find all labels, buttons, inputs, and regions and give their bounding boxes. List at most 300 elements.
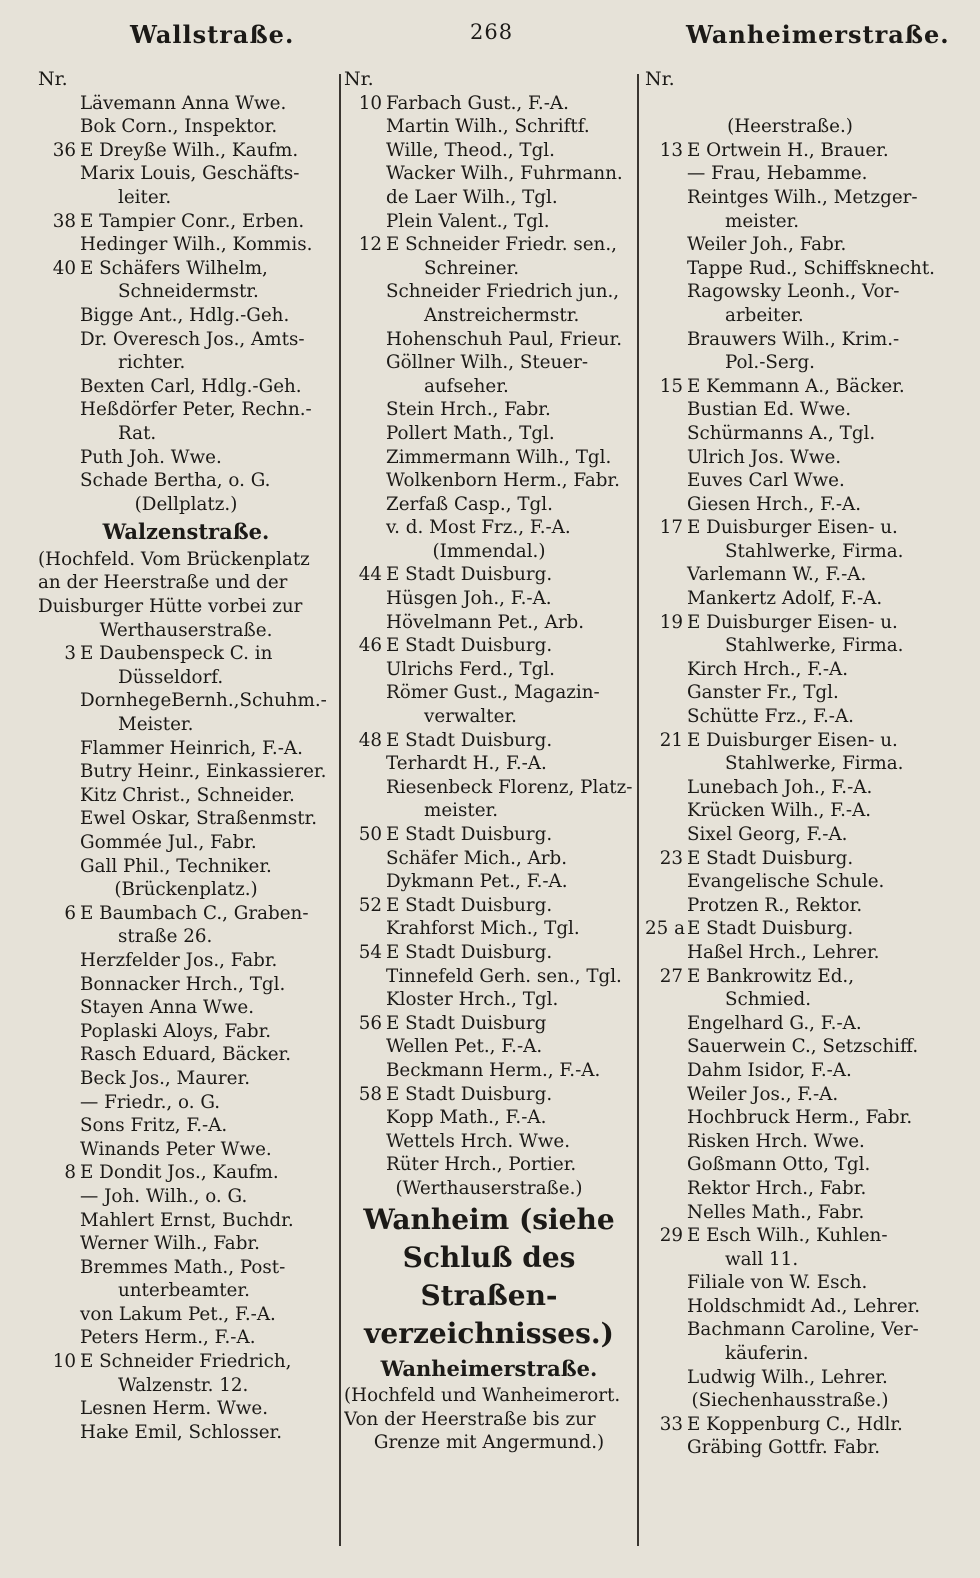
entry-text: E Stadt Duisburg. [386, 824, 553, 845]
entry-text: Kitz Christ., Schneider. [80, 784, 295, 806]
entry-text: Zimmermann Wilh., Tgl. [386, 446, 612, 468]
directory-entry [344, 752, 634, 776]
entry-text: E Tampier Conr., Erben. [80, 210, 305, 232]
entry-text: Mahlert Ernst, Buchdr. [80, 1209, 294, 1231]
house-number: 12 [358, 234, 382, 256]
entry-text: — Frau, Hebamme. [687, 163, 868, 185]
entry-text: Reintges Wilh., Metzger- [687, 186, 918, 208]
entry-text: Hövelmann Pet., Arb. [386, 611, 585, 633]
entry-text: Ganster Fr., Tgl. [687, 682, 839, 704]
directory-entry [645, 705, 935, 729]
directory-entry [645, 516, 935, 540]
house-number: 29 [659, 1225, 683, 1247]
directory-entry [344, 162, 634, 186]
entry-text: Brauwers Wilh., Krim.- [687, 328, 900, 350]
entry-text: Winands Peter Wwe. [80, 1138, 272, 1160]
entry-continuation: käuferin. [725, 1343, 809, 1365]
entry-text: Wettels Hrch. Wwe. [386, 1130, 571, 1152]
entry-text: Plein Valent., Tgl. [386, 210, 550, 232]
running-head-right: Wanheimerstraße. [686, 20, 950, 49]
entry-text: Schürmanns A., Tgl. [687, 422, 876, 444]
directory-entry [645, 469, 935, 493]
directory-entry [645, 563, 935, 587]
directory-entry [645, 1153, 935, 1177]
directory-entry [344, 965, 634, 989]
directory-entry [645, 1035, 935, 1059]
entry-text: Tappe Rud., Schiffsknecht. [687, 257, 935, 279]
page-number: 268 [470, 20, 514, 44]
street-heading: Wanheimerstraße. [380, 1355, 598, 1381]
directory-entry [645, 1295, 935, 1319]
directory-entry [645, 917, 935, 941]
entry-continuation: richter. [118, 352, 186, 374]
entry-text: E Stadt Duisburg. [386, 564, 553, 586]
entry-text: Sixel Georg, F.-A. [687, 824, 848, 845]
entry-text: Krahforst Mich., Tgl. [386, 918, 580, 940]
directory-entry [38, 1303, 334, 1327]
entry-text: Herzfelder Jos., Fabr. [80, 949, 278, 971]
directory-entry [645, 493, 935, 517]
entry-text: Gräbing Gottfr. Fabr. [687, 1437, 881, 1459]
directory-entry [645, 1201, 935, 1225]
entry-text: Bexten Carl, Hdlg.-Geh. [80, 375, 302, 397]
entry-text: Dr. Overesch Jos., Amts- [80, 328, 305, 350]
cross-street-note: (Immendal.) [432, 540, 546, 562]
entry-text: Gall Phil., Techniker. [80, 855, 272, 877]
entry-text: Ulrich Jos. Wwe. [687, 446, 842, 468]
directory-entry [645, 422, 935, 446]
entry-text: Rasch Eduard, Bäcker. [80, 1044, 292, 1066]
entry-continuation: Walzenstr. 12. [118, 1374, 249, 1396]
entry-text: Schade Bertha, o. G. [80, 470, 271, 492]
entry-text: Lesnen Herm. Wwe. [80, 1398, 269, 1420]
directory-entry [645, 1436, 935, 1460]
entry-text: Schneider Friedrich jun., [386, 281, 620, 303]
directory-entry [645, 847, 935, 871]
directory-entry [645, 1083, 935, 1107]
directory-entry [38, 210, 334, 234]
house-number: 48 [358, 729, 382, 751]
entry-text: Lunebach Joh., F.-A. [687, 776, 873, 798]
entry-text: Wacker Wilh., Fuhrmann. [386, 163, 623, 185]
entry-text: E Dondit Jos., Kaufm. [80, 1162, 279, 1184]
house-number: 56 [358, 1012, 382, 1034]
directory-entry [38, 642, 334, 666]
house-number: 19 [659, 611, 683, 633]
entry-text: Flammer Heinrich, F.-A. [80, 737, 303, 759]
entry-text: Riesenbeck Florenz, Platz- [386, 776, 633, 798]
entry-continuation: straße 26. [118, 926, 213, 948]
cross-street-note: (Brückenplatz.) [114, 879, 258, 901]
entry-text: Nelles Math., Fabr. [687, 1201, 865, 1223]
street-description: (Hochfeld. Vom Brückenplatz [38, 548, 310, 570]
house-number: 6 [64, 902, 76, 924]
entry-continuation: Stahlwerke, Firma. [725, 753, 904, 775]
directory-entry [645, 965, 935, 989]
reference-heading: Straßen- [420, 1278, 558, 1312]
column-rule [637, 74, 639, 1546]
directory-entry [38, 902, 334, 926]
directory-entry [38, 233, 334, 257]
cross-street-note: (Werthauserstraße.) [395, 1177, 583, 1199]
house-number: 15 [659, 375, 683, 397]
directory-entry [645, 328, 935, 352]
entry-text: Krücken Wilh., F.-A. [687, 800, 872, 822]
directory-entry [38, 1043, 334, 1067]
directory-entry [645, 611, 935, 635]
directory-entry [344, 681, 634, 705]
entry-text: Bustian Ed. Wwe. [687, 399, 852, 421]
entry-text: Butry Heinr., Einkassierer. [80, 761, 327, 783]
reference-heading: Wanheim (siehe [363, 1202, 615, 1236]
reference-heading: Schluß des [402, 1240, 576, 1274]
entry-text: E Stadt Duisburg. [386, 635, 553, 657]
house-number: 38 [52, 210, 76, 232]
directory-entry [344, 847, 634, 871]
street-heading: Walzenstraße. [102, 519, 270, 545]
entry-text: E Baumbach C., Graben- [80, 902, 309, 924]
directory-entry [344, 870, 634, 894]
house-number: 46 [358, 635, 382, 657]
house-number: 44 [358, 564, 382, 586]
street-description: Von der Heerstraße bis zur [344, 1408, 596, 1430]
entry-continuation: Schreiner. [424, 257, 520, 279]
entry-text: E Duisburger Eisen- u. [687, 611, 898, 633]
directory-entry [38, 1350, 334, 1374]
column-rule [339, 74, 341, 1546]
entry-continuation: Schmied. [725, 989, 812, 1011]
directory-entry [344, 233, 634, 257]
directory-entry [344, 823, 634, 847]
entry-text: E Stadt Duisburg. [386, 941, 553, 963]
directory-entry [645, 186, 935, 210]
entry-text: Risken Hrch. Wwe. [687, 1130, 865, 1152]
directory-entry [645, 776, 935, 800]
directory-entry [38, 737, 334, 761]
entry-text: Poplaski Aloys, Fabr. [80, 1020, 272, 1042]
directory-entry [344, 422, 634, 446]
entry-text: Ulrichs Ferd., Tgl. [386, 658, 555, 680]
entry-continuation: meister. [424, 800, 499, 822]
entry-text: E Esch Wilh., Kuhlen- [687, 1225, 888, 1247]
directory-entry [344, 776, 634, 800]
directory-entry [645, 729, 935, 753]
directory-entry [344, 92, 634, 116]
directory-entry [645, 1059, 935, 1083]
entry-text: Lävemann Anna Wwe. [80, 92, 287, 114]
directory-entry [38, 328, 334, 352]
directory-entry [645, 658, 935, 682]
entry-text: Kloster Hrch., Tgl. [386, 989, 559, 1011]
directory-entry [38, 375, 334, 399]
directory-entry [645, 375, 935, 399]
entry-text: Haßel Hrch., Lehrer. [687, 941, 880, 963]
entry-text: Puth Joh. Wwe. [80, 446, 222, 468]
entry-text: Giesen Hrch., F.-A. [687, 493, 862, 515]
entry-text: Dykmann Pet., F.-A. [386, 871, 568, 893]
column-2 [344, 68, 634, 1455]
entry-text: Ewel Oskar, Straßenmstr. [80, 808, 318, 830]
number-column-header: Nr. [38, 68, 68, 90]
directory-entry [344, 493, 634, 517]
entry-continuation: meister. [725, 210, 800, 232]
street-description: Duisburger Hütte vorbei zur [38, 596, 303, 618]
house-number: 33 [659, 1413, 683, 1435]
directory-entry [38, 304, 334, 328]
entry-continuation: Meister. [118, 714, 194, 736]
entry-text: E Schneider Friedr. sen., [386, 234, 617, 256]
directory-entry [38, 139, 334, 163]
entry-text: Hochbruck Herm., Fabr. [687, 1107, 913, 1129]
entry-continuation: Anstreichermstr. [424, 304, 580, 326]
directory-entry [38, 1209, 334, 1233]
directory-entry [344, 1035, 634, 1059]
entry-text: E Stadt Duisburg. [386, 894, 553, 916]
entry-text: Tinnefeld Gerh. sen., Tgl. [386, 965, 622, 987]
entry-text: Stein Hrch., Fabr. [386, 399, 551, 421]
entry-continuation: verwalter. [424, 706, 517, 728]
directory-entry [38, 689, 334, 713]
reference-heading: verzeichnisses.) [364, 1316, 614, 1350]
directory-entry [344, 186, 634, 210]
directory-entry [38, 973, 334, 997]
entry-text: Wille, Theod., Tgl. [386, 139, 555, 161]
directory-entry [38, 1091, 334, 1115]
entry-text: E Stadt Duisburg. [687, 918, 854, 940]
directory-entry [344, 658, 634, 682]
directory-entry [38, 831, 334, 855]
directory-entry [344, 894, 634, 918]
entry-text: E Kemmann A., Bäcker. [687, 375, 905, 397]
entry-text: E Bankrowitz Ed., [687, 965, 855, 987]
entry-text: Schütte Frz., F.-A. [687, 706, 854, 728]
directory-entry [645, 398, 935, 422]
house-number: 13 [659, 139, 683, 161]
directory-entry [344, 611, 634, 635]
directory-entry [38, 1020, 334, 1044]
cross-street-note [645, 92, 935, 116]
directory-entry [645, 257, 935, 281]
entry-text: Göllner Wilh., Steuer- [386, 352, 589, 374]
directory-entry [645, 681, 935, 705]
entry-text: E Stadt Duisburg. [687, 847, 854, 869]
entry-text: Ragowsky Leonh., Vor- [687, 281, 900, 303]
column-1 [38, 68, 334, 1444]
entry-text: Mankertz Adolf, F.-A. [687, 588, 883, 610]
number-column-header: Nr. [645, 68, 675, 90]
entry-continuation: leiter. [118, 186, 172, 208]
entry-continuation: wall 11. [725, 1248, 799, 1270]
directory-entry [645, 162, 935, 186]
directory-entry [645, 1224, 935, 1248]
directory-entry [38, 446, 334, 470]
house-number: 50 [358, 824, 382, 845]
house-number: 17 [659, 517, 683, 539]
entry-text: Weiler Jos., F.-A. [687, 1083, 839, 1105]
directory-entry [645, 446, 935, 470]
directory-entry [645, 1106, 935, 1130]
directory-entry [38, 469, 334, 493]
directory-entry [344, 469, 634, 493]
house-number: 40 [52, 257, 76, 279]
entry-continuation: Stahlwerke, Firma. [725, 635, 904, 657]
entry-continuation: Stahlwerke, Firma. [725, 540, 904, 562]
directory-entry [645, 941, 935, 965]
entry-text: Dahm Isidor, F.-A. [687, 1059, 852, 1081]
entry-text: Rektor Hrch., Fabr. [687, 1177, 867, 1199]
directory-entry [645, 870, 935, 894]
directory-entry [645, 1271, 935, 1295]
entry-text: Terhardt H., F.-A. [386, 753, 547, 775]
entry-text: E Duisburger Eisen- u. [687, 517, 898, 539]
entry-text: Euves Carl Wwe. [687, 470, 845, 492]
entry-text: E Schäfers Wilhelm, [80, 257, 268, 279]
entry-text: Werner Wilh., Fabr. [80, 1233, 260, 1255]
entry-text: E Stadt Duisburg [386, 1012, 547, 1034]
directory-entry [645, 1012, 935, 1036]
entry-text: Kopp Math., F.-A. [386, 1107, 547, 1129]
entry-continuation: aufseher. [424, 375, 509, 397]
column-3 [645, 68, 935, 1460]
cross-street-note: (Siechenhausstraße.) [691, 1390, 889, 1412]
directory-entry [38, 1161, 334, 1185]
house-number: 8 [64, 1162, 76, 1184]
entry-text: von Lakum Pet., F.-A. [80, 1303, 276, 1325]
entry-text: Bigge Ant., Hdlg.-Geh. [80, 304, 290, 326]
directory-entry [38, 1138, 334, 1162]
directory-entry [645, 1366, 935, 1390]
directory-entry [645, 139, 935, 163]
directory-entry [38, 855, 334, 879]
directory-entry [344, 328, 634, 352]
entry-text: Bachmann Caroline, Ver- [687, 1319, 919, 1341]
entry-text: Zerfaß Casp., Tgl. [386, 493, 553, 515]
house-number: 3 [64, 643, 76, 665]
entry-text: Holdschmidt Ad., Lehrer. [687, 1295, 921, 1317]
directory-entry [344, 351, 634, 375]
entry-continuation: Schneidermstr. [118, 281, 259, 303]
directory-entry [344, 1106, 634, 1130]
directory-entry [344, 587, 634, 611]
directory-entry [38, 1326, 334, 1350]
entry-text: Goßmann Otto, Tgl. [687, 1154, 871, 1176]
directory-entry [38, 1067, 334, 1091]
street-description: an der Heerstraße und der [38, 572, 288, 594]
directory-entry [344, 1083, 634, 1107]
house-number: 25 a [645, 918, 685, 940]
directory-entry [645, 1177, 935, 1201]
directory-entry [344, 917, 634, 941]
entry-text: E Schneider Friedrich, [80, 1351, 292, 1373]
entry-text: — Joh. Wilh., o. G. [80, 1185, 248, 1207]
entry-text: Wellen Pet., F.-A. [386, 1036, 543, 1058]
cross-street-note: (Dellplatz.) [134, 493, 238, 515]
directory-entry [645, 894, 935, 918]
entry-text: Martin Wilh., Schriftf. [386, 116, 590, 138]
entry-text: Marix Louis, Geschäfts- [80, 163, 300, 185]
directory-entry [344, 1059, 634, 1083]
directory-entry [344, 1130, 634, 1154]
entry-text: E Daubenspeck C. in [80, 643, 273, 665]
entry-text: Peters Herm., F.-A. [80, 1327, 256, 1349]
directory-entry [38, 807, 334, 831]
directory-entry [38, 1185, 334, 1209]
entry-continuation: Pol.-Serg. [725, 352, 815, 374]
entry-text: Evangelische Schule. [687, 871, 885, 893]
street-description: (Hochfeld und Wanheimerort. [344, 1385, 621, 1407]
house-number: 10 [52, 1351, 76, 1373]
directory-entry [645, 823, 935, 847]
directory-entry [38, 257, 334, 281]
directory-entry [344, 516, 634, 540]
directory-entry [344, 1153, 634, 1177]
entry-text: Hohenschuh Paul, Frieur. [386, 328, 623, 350]
entry-text: Weiler Joh., Fabr. [687, 234, 847, 256]
entry-text: Engelhard G., F.-A. [687, 1012, 862, 1034]
house-number: 23 [659, 847, 683, 869]
entry-text: Bremmes Math., Post- [80, 1256, 286, 1278]
directory-entry [38, 1421, 334, 1445]
entry-text: Wolkenborn Herm., Fabr. [386, 470, 620, 492]
house-number: 52 [358, 894, 382, 916]
directory-entry [38, 398, 334, 422]
directory-entry [344, 280, 634, 304]
entry-text: E Ortwein H., Brauer. [687, 139, 889, 161]
directory-entry [344, 729, 634, 753]
directory-entry [38, 784, 334, 808]
directory-entry [344, 398, 634, 422]
entry-text: E Koppenburg C., Hdlr. [687, 1413, 903, 1435]
house-number: 10 [358, 92, 382, 114]
entry-text: Heßdörfer Peter, Rechn.- [80, 399, 312, 421]
entry-text: E Stadt Duisburg. [386, 1083, 553, 1105]
directory-entry [344, 634, 634, 658]
directory-entry [645, 799, 935, 823]
entry-text: Filiale von W. Esch. [687, 1272, 868, 1294]
entry-continuation: Rat. [118, 422, 157, 444]
entry-text: Römer Gust., Magazin- [386, 682, 600, 704]
entry-text: Hake Emil, Schlosser. [80, 1421, 283, 1443]
directory-entry [38, 1256, 334, 1280]
directory-entry [645, 587, 935, 611]
directory-entry [645, 233, 935, 257]
entry-text: — Friedr., o. G. [80, 1091, 221, 1113]
directory-entry [38, 115, 334, 139]
entry-text: v. d. Most Frz., F.-A. [386, 517, 571, 539]
directory-entry [344, 115, 634, 139]
entry-text: Protzen R., Rektor. [687, 894, 863, 916]
cross-street-note: (Heerstraße.) [727, 116, 853, 138]
house-number: 21 [659, 729, 683, 751]
entry-text: Gommée Jul., Fabr. [80, 832, 257, 853]
directory-entry [38, 162, 334, 186]
directory-entry [344, 563, 634, 587]
entry-text: E Duisburger Eisen- u. [687, 729, 898, 751]
entry-text: Bonnacker Hrch., Tgl. [80, 973, 286, 995]
entry-continuation: Düsseldorf. [118, 666, 224, 688]
house-number: 54 [358, 941, 382, 963]
entry-text: Stayen Anna Wwe. [80, 997, 255, 1019]
entry-text: Schäfer Mich., Arb. [386, 847, 568, 869]
entry-text: Beck Jos., Maurer. [80, 1067, 251, 1089]
house-number: 36 [52, 139, 76, 161]
directory-entry [38, 1232, 334, 1256]
house-number: 27 [659, 965, 683, 987]
directory-entry [38, 1114, 334, 1138]
entry-continuation: unterbeamter. [118, 1280, 250, 1302]
entry-text: Hüsgen Joh., F.-A. [386, 588, 552, 610]
directory-entry [645, 280, 935, 304]
